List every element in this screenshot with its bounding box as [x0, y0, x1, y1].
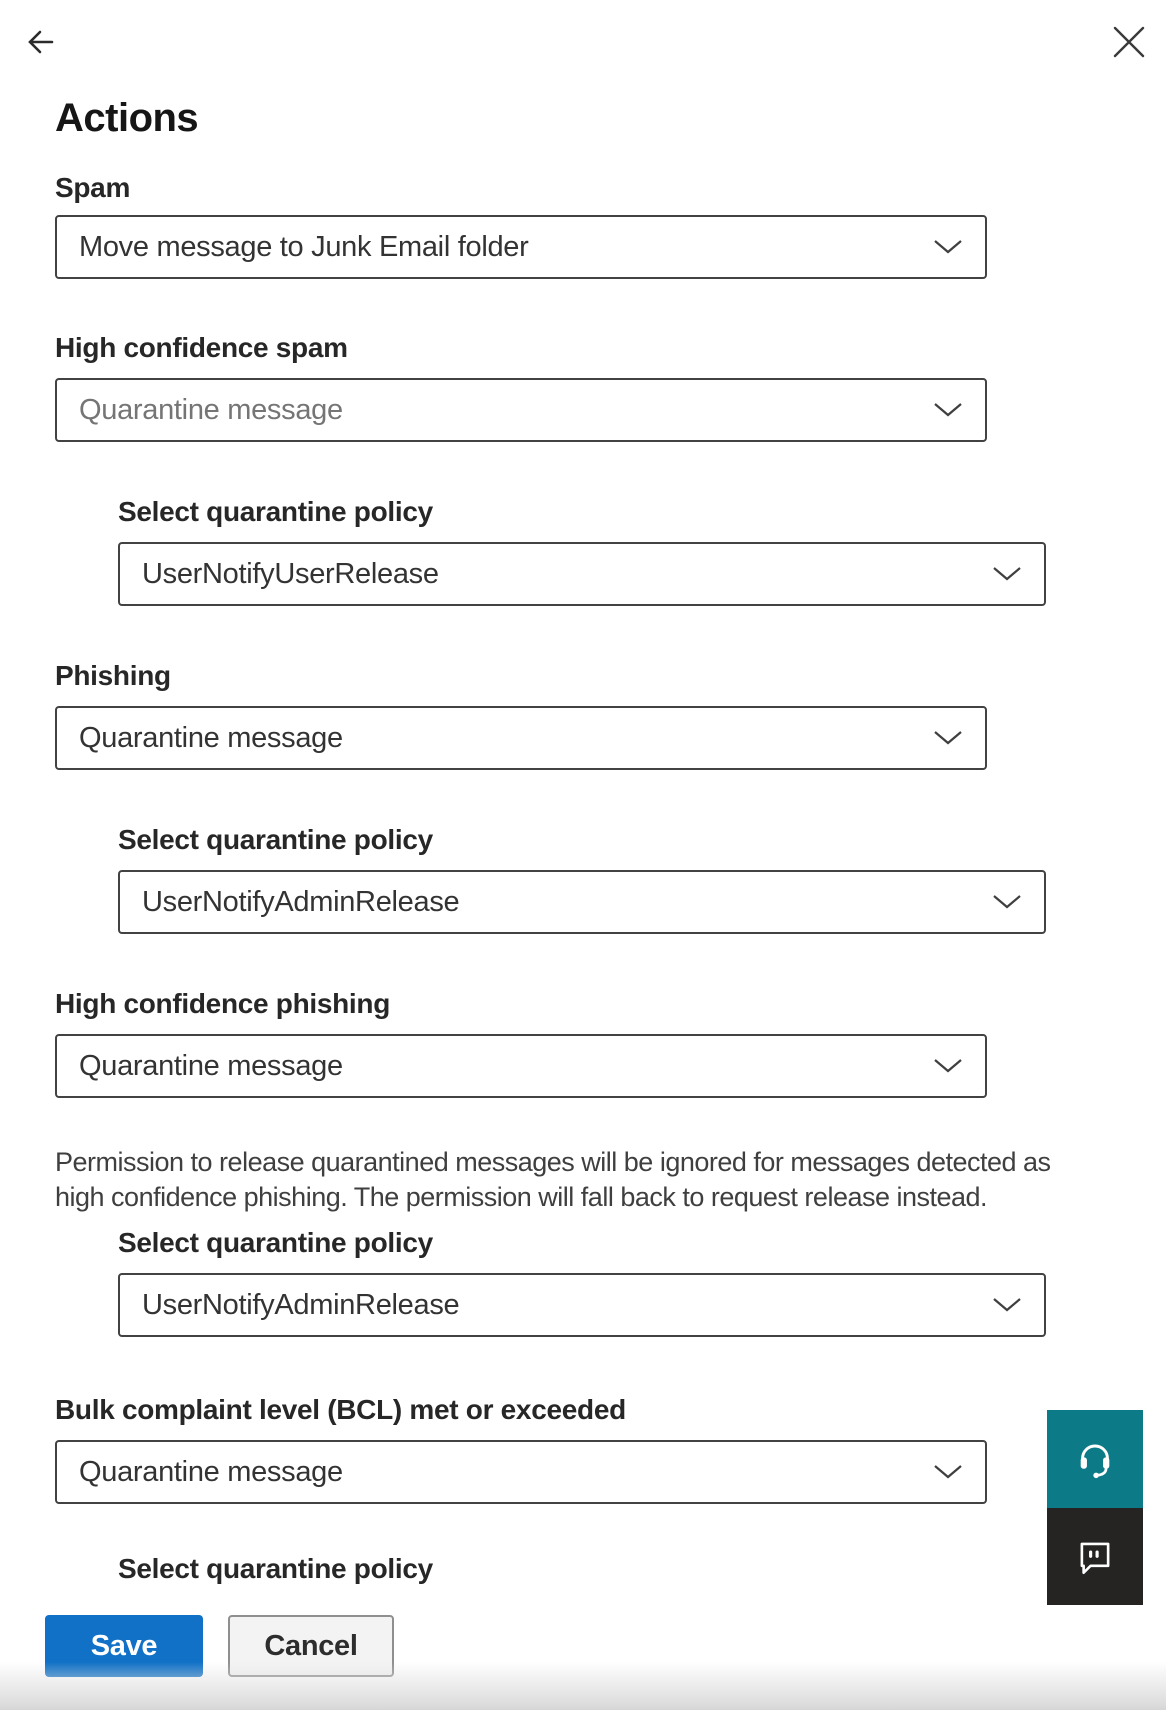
phishing-action-value: Quarantine message: [79, 721, 343, 754]
bcl-action-value: Quarantine message: [79, 1455, 343, 1488]
high-confidence-phishing-action-value: Quarantine message: [79, 1049, 343, 1082]
headset-icon: [1073, 1436, 1117, 1482]
quarantine-policy-dropdown-2[interactable]: [118, 870, 1046, 934]
hcp-note-line-2: high confidence phishing. The permission will fall back to request release instead.: [55, 1182, 988, 1212]
high-confidence-spam-action-dropdown[interactable]: [55, 378, 987, 442]
bcl-label: Bulk complaint level (BCL) met or exceeded: [55, 1394, 626, 1425]
high-confidence-phishing-label: High confidence phishing: [55, 988, 391, 1019]
spam-action-value: Move message to Junk Email folder: [79, 230, 529, 263]
back-button[interactable]: [22, 24, 60, 60]
quarantine-policy-label-4: Select quarantine policy: [118, 1553, 433, 1584]
help-support-button[interactable]: [1047, 1410, 1143, 1508]
chevron-down-icon: [992, 894, 1022, 910]
spam-label: Spam: [55, 172, 131, 203]
phishing-label: Phishing: [55, 660, 171, 691]
high-confidence-spam-action-value: Quarantine message: [79, 393, 343, 426]
feedback-button[interactable]: [1047, 1508, 1143, 1605]
arrow-left-icon: [22, 48, 60, 63]
chat-bubble-icon: [1074, 1536, 1116, 1578]
save-button[interactable]: Save: [45, 1615, 203, 1677]
spam-action-dropdown[interactable]: [55, 215, 987, 279]
quarantine-policy-value-3: UserNotifyAdminRelease: [142, 1288, 460, 1321]
quarantine-policy-label-3: Select quarantine policy: [118, 1227, 433, 1258]
quarantine-policy-dropdown-3[interactable]: [118, 1273, 1046, 1337]
chevron-down-icon: [933, 1058, 963, 1074]
high-confidence-phishing-action-dropdown[interactable]: [55, 1034, 987, 1098]
chevron-down-icon: [933, 1464, 963, 1480]
page-title: Actions: [55, 96, 199, 140]
quarantine-policy-label-1: Select quarantine policy: [118, 496, 433, 527]
close-button[interactable]: [1112, 25, 1146, 59]
chevron-down-icon: [933, 402, 963, 418]
hcp-note-line-1: Permission to release quarantined messages will be ignored for messages detected as: [55, 1147, 1051, 1177]
bcl-action-dropdown[interactable]: [55, 1440, 987, 1504]
phishing-action-dropdown[interactable]: [55, 706, 987, 770]
chevron-down-icon: [933, 730, 963, 746]
quarantine-policy-value-1: UserNotifyUserRelease: [142, 557, 439, 590]
cancel-button[interactable]: Cancel: [228, 1615, 394, 1677]
quarantine-policy-value-2: UserNotifyAdminRelease: [142, 885, 460, 918]
quarantine-policy-dropdown-1[interactable]: [118, 542, 1046, 606]
chevron-down-icon: [933, 239, 963, 255]
high-confidence-spam-label: High confidence spam: [55, 332, 348, 363]
quarantine-policy-label-2: Select quarantine policy: [118, 824, 433, 855]
close-icon: [1112, 47, 1146, 62]
chevron-down-icon: [992, 566, 1022, 582]
chevron-down-icon: [992, 1297, 1022, 1313]
